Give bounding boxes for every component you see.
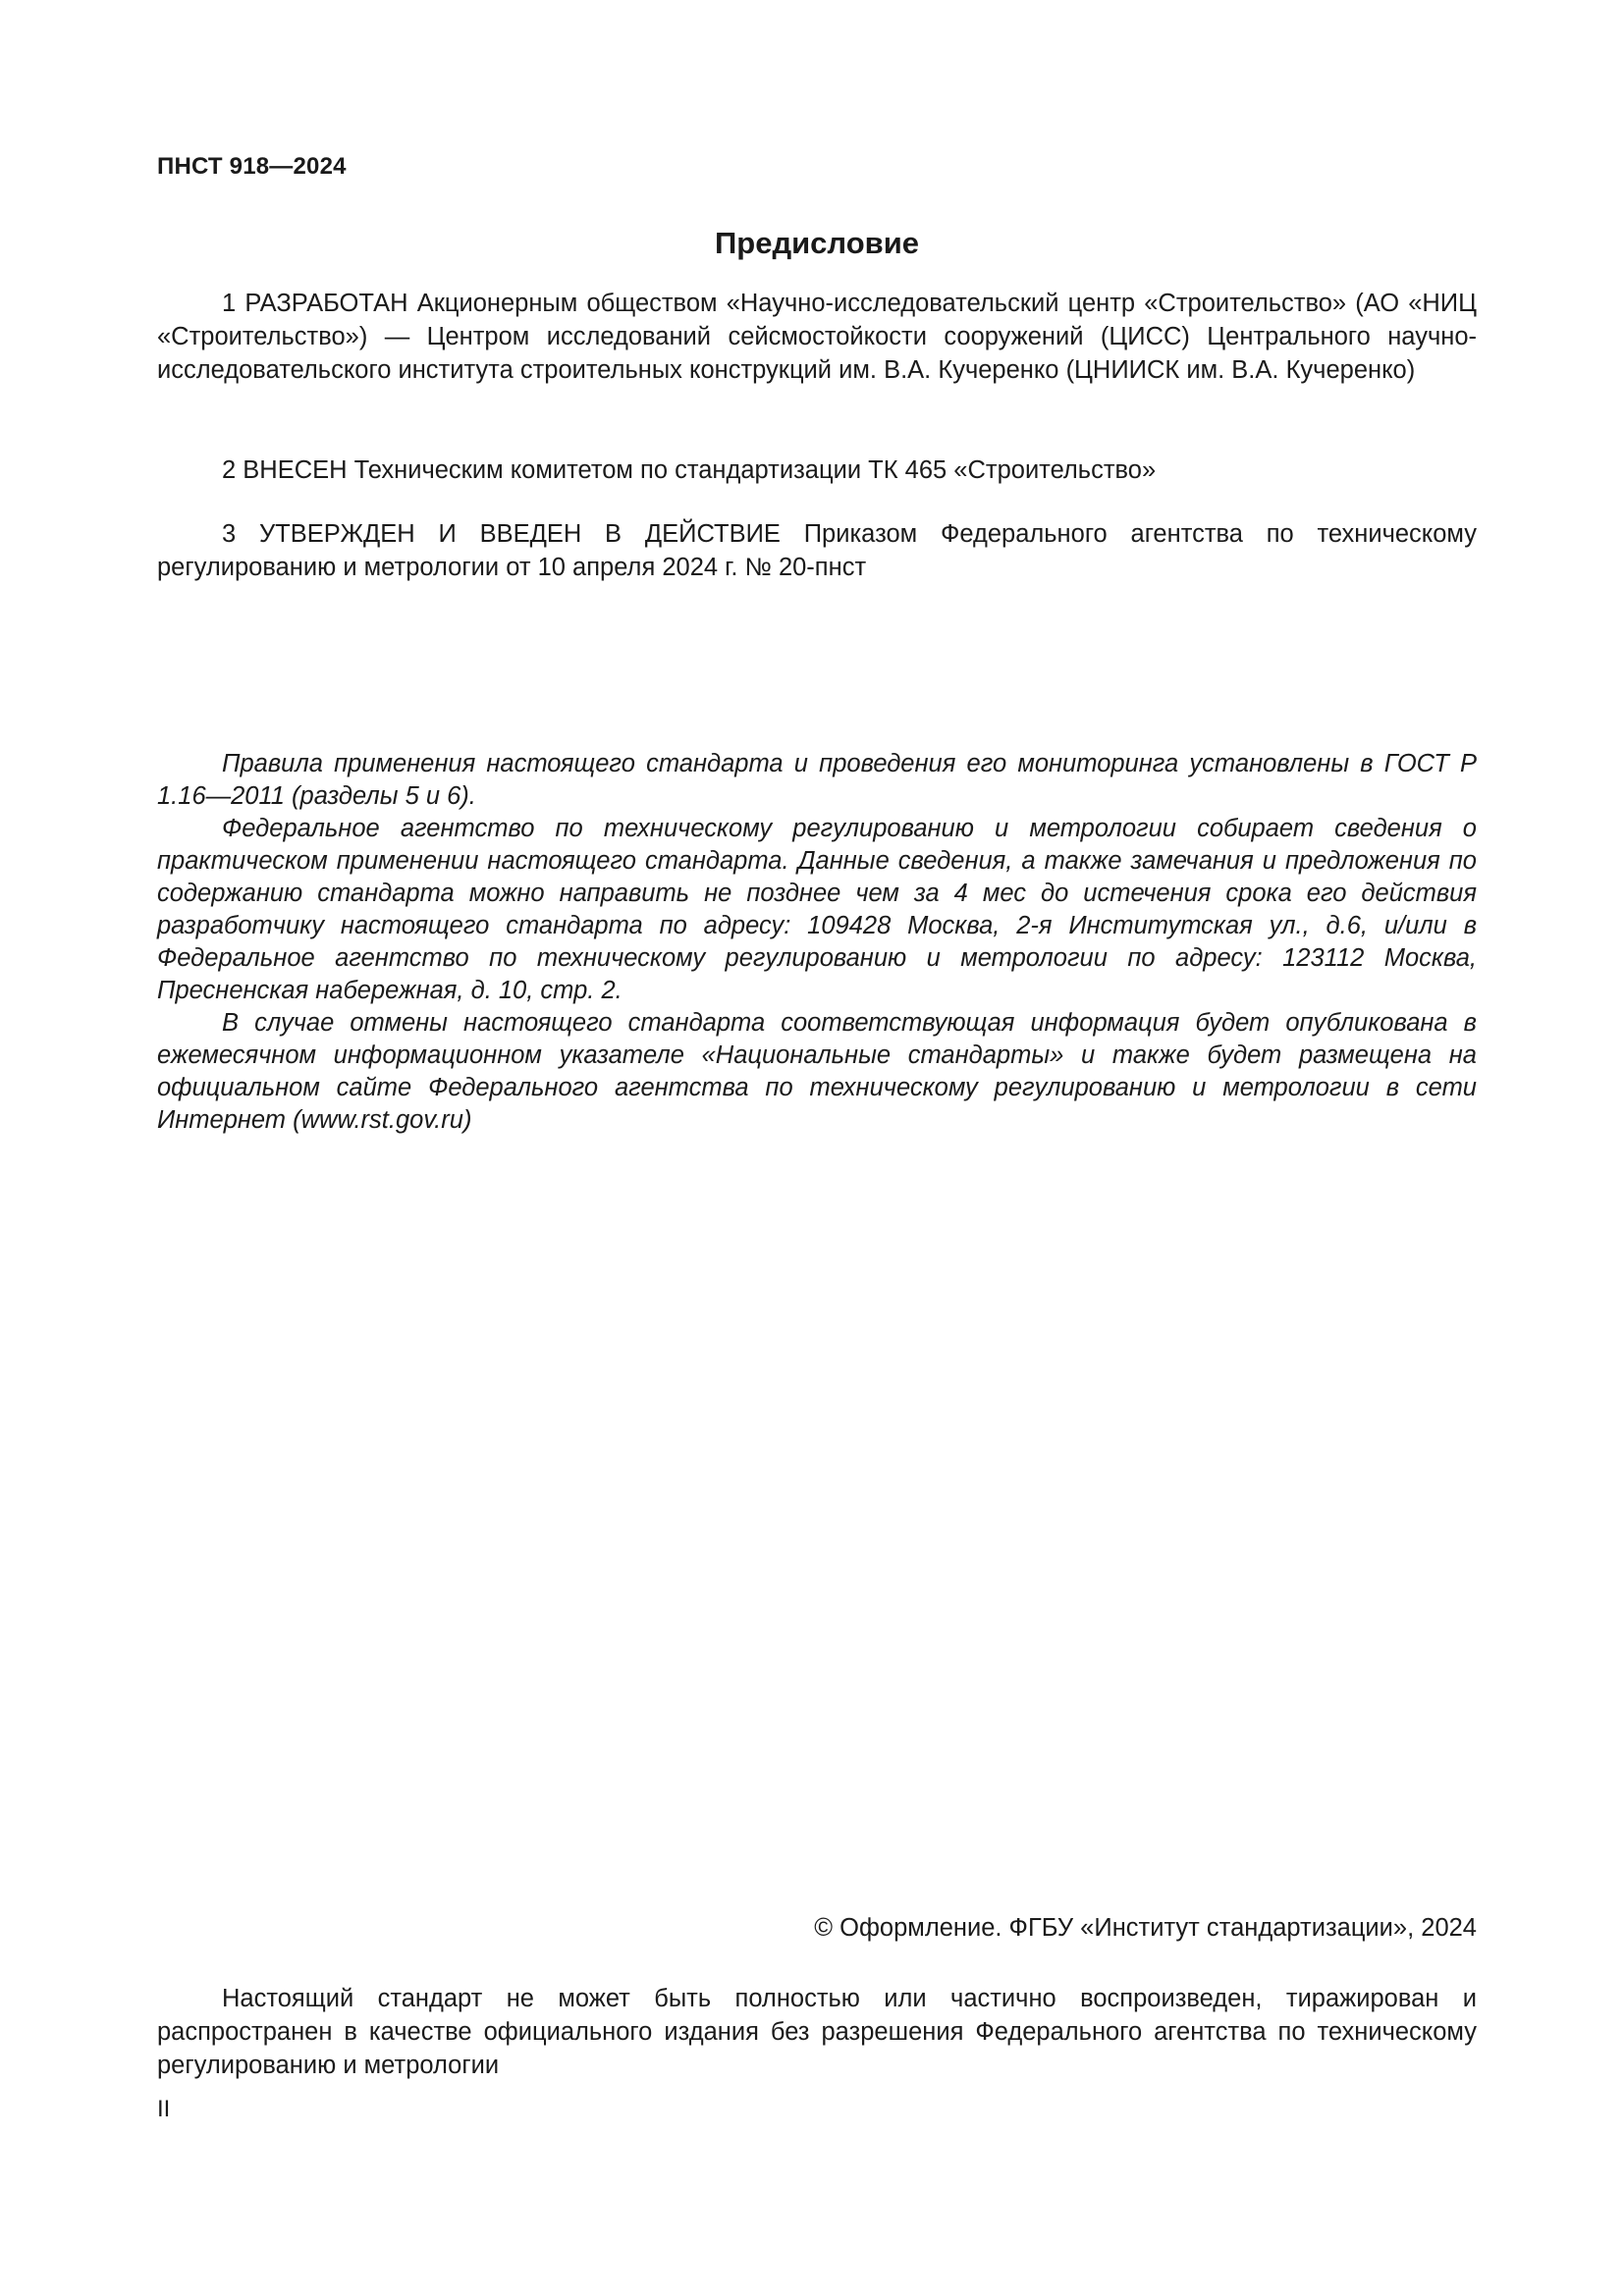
paragraph-text: 3 УТВЕРЖДЕН И ВВЕДЕН В ДЕЙСТВИЕ Приказом Федерального агентства по техническому регулированию и метрологии от 10 апреля 2024 г. № 20-пнст bbox=[157, 520, 1477, 581]
legal-notice bbox=[157, 1982, 1477, 2082]
document-code: ПНСТ 918—2024 bbox=[157, 153, 347, 180]
paragraph-approved bbox=[157, 517, 1477, 584]
application-rules-notice bbox=[157, 748, 1477, 1137]
notice-paragraph: Федеральное агентство по техническому регулированию и метрологии собирает сведения о практическом применении настоящего стандарта. Данные сведения, а также замечания и предложения по содержанию стандарта можно направить не позднее чем за 4 мес до истечения срока его действия разработчику настоящего стандарта по адресу: 109428 Москва, 2-я Институтская ул., д.6, и/или в Федеральное агентство по техническому регулированию и метрологии по адресу: 123112 Москва, Пресненская набережная, д. 10, стр. 2. bbox=[157, 815, 1477, 1004]
page-title: Предисловие bbox=[714, 226, 919, 260]
paragraph-text: 1 РАЗРАБОТАН Акционерным обществом «Научно-исследовательский центр «Строительство» (АО «НИЦ «Строительство») — Центром исследований сейсмостойкости сооружений (ЦИСС) Центрального научно-исследовательского института строительных конструкций им. В.А. Кучеренко (ЦНИИСК им. В.А. Кучеренко) bbox=[157, 290, 1477, 384]
paragraph-introduced-by bbox=[157, 454, 1477, 487]
notice-paragraph: Правила применения настоящего стандарта и проведения его мониторинга установлены в ГОСТ Р 1.16—2011 (разделы 5 и 6). bbox=[157, 750, 1477, 810]
notice-paragraph: В случае отмены настоящего стандарта соответствующая информация будет опубликована в ежемесячном информационном указателе «Национальные стандарты» и также будет размещена на официальном сайте Федерального агентства по техническому регулированию и метрологии в сети Интернет (www.rst.gov.ru) bbox=[157, 1009, 1477, 1134]
page-number: II bbox=[157, 2096, 171, 2122]
paragraph-developed-by bbox=[157, 287, 1477, 387]
paragraph-text: 2 ВНЕСЕН Техническим комитетом по стандартизации ТК 465 «Строительство» bbox=[222, 456, 1157, 484]
legal-text: Настоящий стандарт не может быть полностью или частично воспроизведен, тиражирован и распространен в качестве официального издания без разрешения Федерального агентства по техническому регулированию и метрологии bbox=[157, 1985, 1477, 2079]
copyright-line: © Оформление. ФГБУ «Институт стандартизации», 2024 bbox=[814, 1914, 1477, 1942]
